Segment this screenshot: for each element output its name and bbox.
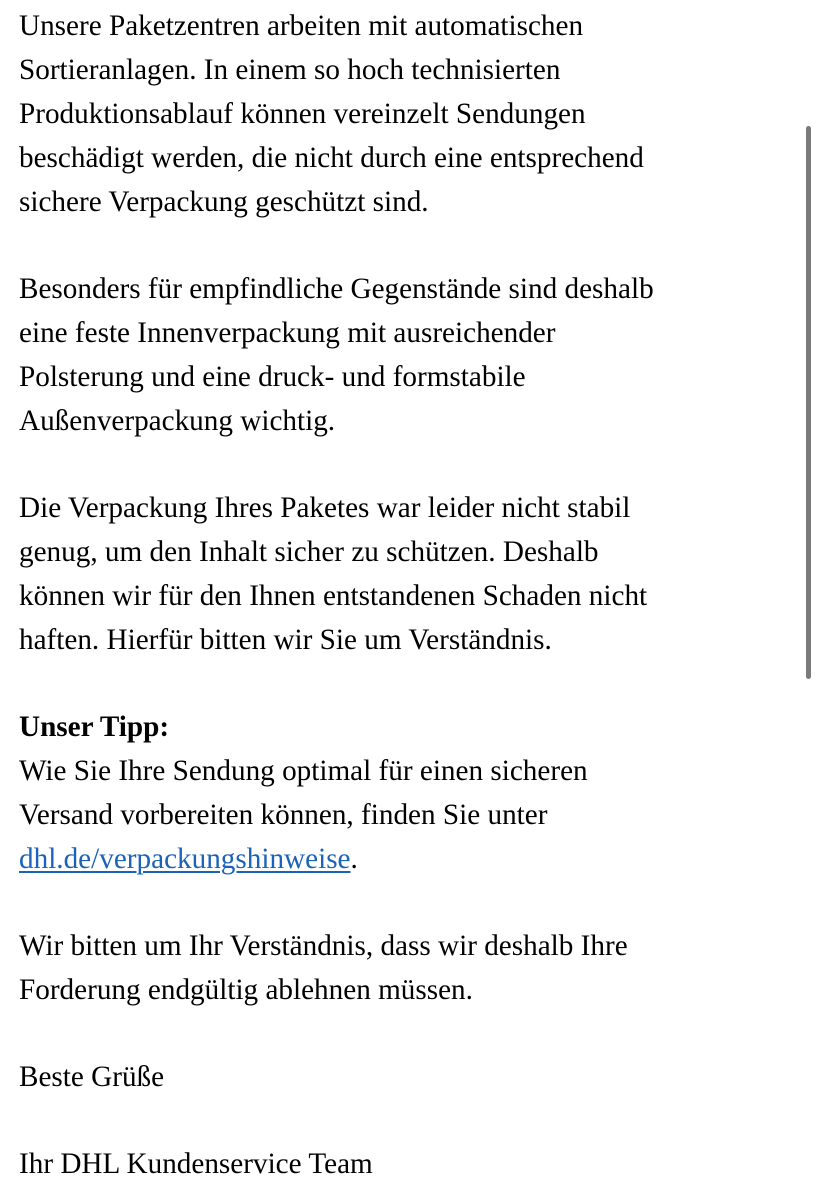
- email-body: [19, 4, 799, 1200]
- link-suffix: .: [350, 843, 358, 875]
- text-line: genug, um den Inhalt sicher zu schützen. Deshalb: [19, 536, 599, 568]
- text-line: Wie Sie Ihre Sendung optimal für einen sicheren: [19, 755, 588, 787]
- greeting: [19, 1055, 799, 1099]
- text-line: Außenverpackung wichtig.: [19, 405, 336, 437]
- paragraph-claim-rejection: [19, 924, 799, 1012]
- text-line: Unsere Paketzentren arbeiten mit automatischen: [19, 10, 584, 42]
- link-line: [19, 837, 799, 881]
- text-line: Die Verpackung Ihres Paketes war leider nicht stabil: [19, 492, 631, 524]
- scrollbar-thumb[interactable]: [806, 126, 811, 679]
- tip-heading: Unser Tipp:: [19, 711, 170, 743]
- text-line: Produktionsablauf können vereinzelt Sendungen: [19, 98, 586, 130]
- text-line: haften. Hierfür bitten wir Sie um Verständnis.: [19, 624, 552, 656]
- text-line: Sortieranlagen. In einem so hoch technisierten: [19, 54, 561, 86]
- text-line: beschädigt werden, die nicht durch eine entsprechend: [19, 142, 644, 174]
- text-line: können wir für den Ihnen entstandenen Schaden nicht: [19, 580, 648, 612]
- text-line: Polsterung und eine druck- und formstabile: [19, 361, 526, 393]
- text-line: eine feste Innenverpackung mit ausreichender: [19, 317, 556, 349]
- text-line: Forderung endgültig ablehnen müssen.: [19, 974, 473, 1006]
- text-line: Besonders für empfindliche Gegenstände sind deshalb: [19, 273, 654, 305]
- tip-section: [19, 705, 799, 881]
- paragraph-sorting-facilities: [19, 4, 799, 224]
- paragraph-packaging-advice: [19, 267, 799, 443]
- packaging-guidelines-link[interactable]: dhl.de/verpackungshinweise: [19, 843, 351, 875]
- signature: [19, 1142, 799, 1186]
- text-line: Versand vorbereiten können, finden Sie unter: [19, 799, 548, 831]
- text-line: sichere Verpackung geschützt sind.: [19, 186, 429, 218]
- paragraph-liability-denial: [19, 486, 799, 662]
- text-line: Wir bitten um Ihr Verständnis, dass wir deshalb Ihre: [19, 930, 628, 962]
- signature-text: Ihr DHL Kundenservice Team: [19, 1148, 373, 1180]
- greeting-text: Beste Grüße: [19, 1061, 165, 1093]
